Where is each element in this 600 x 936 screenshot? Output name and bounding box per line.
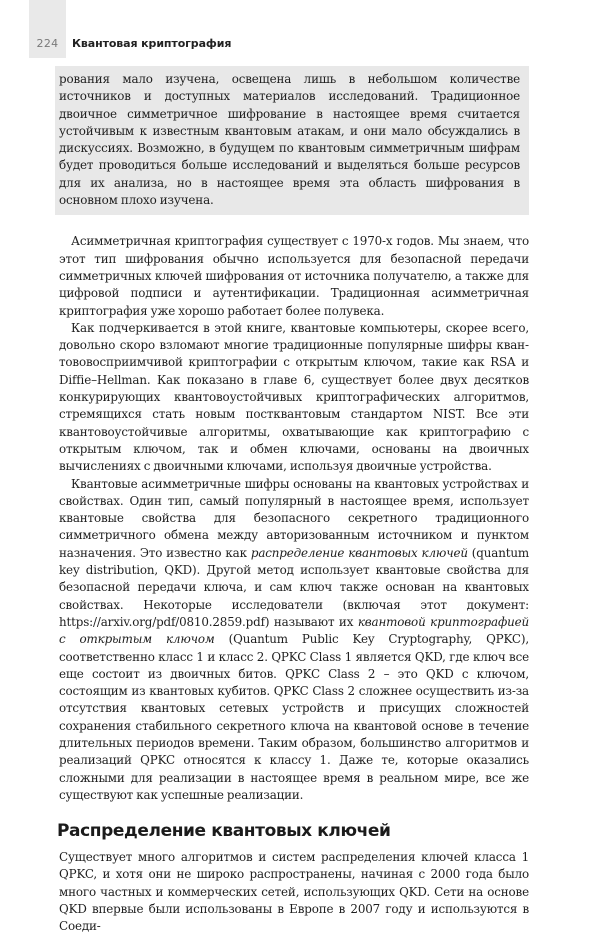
paragraph-quantum-threat: Как подчеркивается в этой книге, квантовые компьютеры, скорее всего, довольно скоро взломают многие традиционные популярные шифры квантововосприимчивой криптографии с открытым ключом, такие как RSA и Diffie–Hellman. Как показано в главе 6, существует более двух десятков конкурирующих квантовоустойчивых криптографических алгоритмов, стремящихся стать новым постквантовым стандартом NIST. Все эти квантовоустойчивые алгоритмы, охватывающие как криптографию с открытым ключом, так и обмен ключами, основаны на двоичных вычислениях с двоичными ключами, используя двоичные устройства. <box>59 320 529 474</box>
text-run: (Quantum Public Key Cryptography, QPKC), соответственно класс 1 и класс 2. QPKC Class 1 является QKD, где ключ все еще состоит из двоичных битов. QPKC Class 2 – это QKD с ключом, состоящим из квантовых кубитов. QPKC Class 2 сложнее осуществить из-за отсутствия квантовых сетевых устройств и присущих сложностей сохранения стабильного секретного ключа на квантовой основе в течение длительных периодов времени. Таким образом, большинство алгоритмов и реализаций QPKC относятся к классу 1. Даже те, которые оказались сложными для реализации в настоящее время в реальном мире, все же существуют как успешные реализации. <box>59 632 529 802</box>
paragraph-asymmetric-history: Асимметричная криптография существует с 1970-х годов. Мы знаем, что этот тип шифрования обычно используется для безопасной передачи симметричных ключей шифрования от источника получателю, а также для цифровой подписи и аутентификации. Традиционная асимметричная криптография уже хорошо работает более полувека. <box>59 234 529 318</box>
running-title: Квантовая криптография <box>72 37 232 50</box>
callout-box <box>55 66 529 215</box>
paragraph-qkd-systems: Существует много алгоритмов и систем распределения ключей класса 1 QPKC, и хотя они не широко распространены, начиная с 2000 года было много частных и коммерческих сетей, использующих QKD. Сети на основе QKD впервые были использованы в Европе в 2007 году и используются в Соеди- <box>59 850 529 934</box>
text-run: (quantum key distribution, QKD). Другой метод использует квантовые свойства для безопасной передачи ключа, и сам ключ также основан на квантовых свойствах. Некоторые исследователи (включая этот документ: https://arxiv.org/pdf/0810.2859.pdf) называют их <box>59 545 529 629</box>
paragraph-quantum-ciphers <box>59 476 529 805</box>
page-number: 224 <box>36 37 59 50</box>
text-run: Квантовые асимметричные шифры основаны на квантовых устройствах и свойствах. Один тип, самый популярный в настоящее время, использует квантовые свойства для безопасного секретного традиционного симметричного обмена между авторизованным источником и пунктом назначения. Это известно как <box>59 476 529 560</box>
page-content <box>59 66 529 936</box>
term-qpkc: квантовой криптографией с открытым ключом <box>59 614 530 647</box>
callout-text: рования мало изучена, освещена лишь в небольшом количестве источников и доступных материалов исследований. Традиционное двоичное симметричное шифрование в настоящее время считается устойчивым к известным квантовым атакам, и они мало обсуждались в дискуссиях. Возможно, в будущем по квантовым симметричным шифрам будет проводиться больше исследований и выделяться больше ресурсов для их анализа, но в настоящее время эта область шифрования в основном плохо изучена. <box>59 72 520 208</box>
page-header <box>0 0 600 58</box>
term-qkd: распределение квантовых ключей <box>250 545 468 560</box>
section-heading: Распределение квантовых ключей <box>57 821 391 842</box>
page-number-tab <box>29 0 66 58</box>
